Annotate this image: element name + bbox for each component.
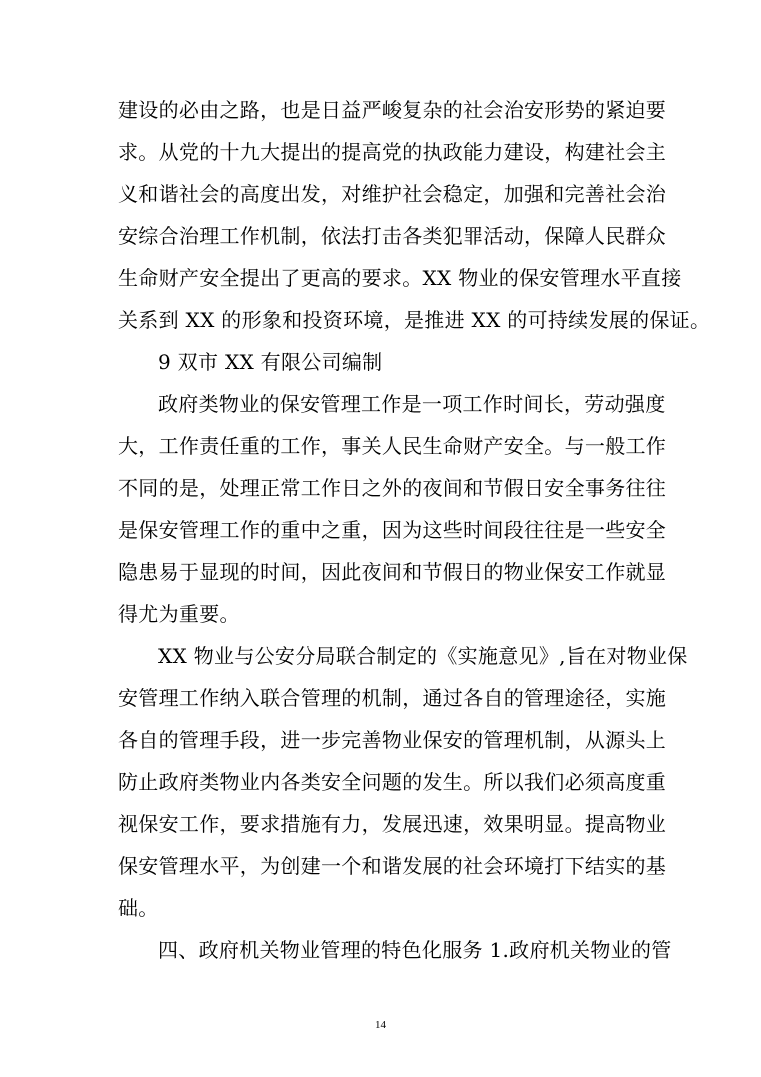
text-line: 建设的必由之路，也是日益严峻复杂的社会治安形势的紧迫要 <box>118 98 667 122</box>
text-line: 各自的管理手段，进一步完善物业保安的管理机制，从源头上 <box>118 728 667 752</box>
text-line: 关系到 XX 的形象和投资环境，是推进 XX 的可持续发展的保证。 <box>118 308 711 332</box>
text-line: 生命财产安全提出了更高的要求。XX 物业的保安管理水平直接 <box>118 266 682 290</box>
text-line: 防止政府类物业内各类安全问题的发生。所以我们必须高度重 <box>118 770 667 794</box>
text-line: 视保安工作，要求措施有力，发展迅速，效果明显。提高物业 <box>118 812 667 836</box>
text-line: 四、政府机关物业管理的特色化服务 1.政府机关物业的管 <box>158 938 672 962</box>
page-number: 14 <box>375 1019 386 1031</box>
section-heading: 9 双市 XX 有限公司编制 <box>158 350 383 374</box>
text-line: 求。从党的十九大提出的提高党的执政能力建设，构建社会主 <box>118 140 667 164</box>
text-line: 政府类物业的保安管理工作是一项工作时间长，劳动强度 <box>158 392 666 416</box>
text-line: 不同的是，处理正常工作日之外的夜间和节假日安全事务往往 <box>118 476 667 500</box>
text-line: 础。 <box>118 896 159 920</box>
text-line: 大，工作责任重的工作，事关人民生命财产安全。与一般工作 <box>118 434 667 458</box>
text-line: 隐患易于显现的时间，因此夜间和节假日的物业保安工作就显 <box>118 560 667 584</box>
text-line: 义和谐社会的高度出发，对维护社会稳定，加强和完善社会治 <box>118 182 667 206</box>
text-line: 保安管理水平，为创建一个和谐发展的社会环境打下结实的基 <box>118 854 667 878</box>
text-line: 得尤为重要。 <box>118 602 240 626</box>
text-line: 安管理工作纳入联合管理的机制，通过各自的管理途径，实施 <box>118 686 667 710</box>
text-line: 是保安管理工作的重中之重，因为这些时间段往往是一些安全 <box>118 518 667 542</box>
text-line: XX 物业与公安分局联合制定的《实施意见》,旨在对物业保 <box>158 644 688 668</box>
text-line: 安综合治理工作机制，依法打击各类犯罪活动，保障人民群众 <box>118 224 667 248</box>
